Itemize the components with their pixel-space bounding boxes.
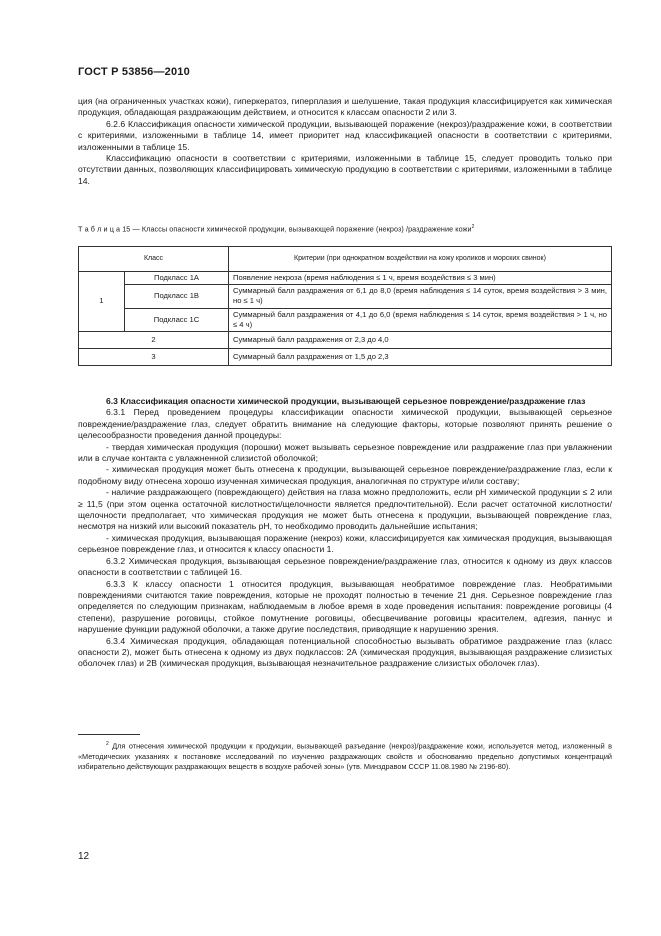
footnote-divider <box>78 734 140 735</box>
criteria-cell: Суммарный балл раздражения от 1,5 до 2,3 <box>229 349 612 366</box>
page-number: 12 <box>78 851 90 862</box>
footnote-ref: 2 <box>471 224 475 230</box>
paragraph: 6.3.1 Перед проведением процедуры классификации опасности химической продукции, вызывающей серьезное повреждение/раздражение глаз, следует обратить внимание на следующие факторы, которые позволяют принять решение о целесообразности проведения данной процедуры: <box>78 407 612 441</box>
section-heading: 6.3 Классификация опасности химической продукции, вызывающей серьезное повреждение/раздражение глаз <box>106 396 586 406</box>
header-criteria: Критерии (при однократном воздействии на кожу кроликов и морских свинок) <box>229 247 612 272</box>
paragraph: - наличие раздражающего (повреждающего) действия на глаза можно предположить, если рН химической продукции ≤ 2 или ≥ 11,5 (при этом оценка остаточной кислотности/щелочности является предпочтительной). Если расчет остаточной кислотности/щелочности предполагает, что химическая продукция не может быть отнесена к продукции, вызывающей повреждение глаз, несмотря на низкий или высокий показатель рН, то необходимо проводить дальнейшие испытания; <box>78 487 612 532</box>
table-row <box>79 285 612 308</box>
footnote-number: 2 <box>106 741 109 747</box>
paragraph: - химическая продукция, вызывающая поражение (некроз) кожи, классифицируется как химическая продукция, вызывающая серьезное повреждение глаз, и относится к классу опасности 1. <box>78 532 612 555</box>
criteria-cell: Суммарный балл раздражения от 6,1 до 8,0 (время наблюдения ≤ 14 суток, время воздействия > 3 мин, но ≤ 1 ч) <box>229 285 612 308</box>
section-6-3 <box>78 396 612 670</box>
table-header-row <box>79 247 612 272</box>
paragraph: - химическая продукция может быть отнесена к продукции, вызывающей серьезное повреждение/раздражение глаз, если к подобному виду отнесена хорошо изученная химическая продукция, аналогичная по структуре и/или составу; <box>78 464 612 486</box>
paragraph: Классификацию опасности в соответствии с критериями, изложенными в таблице 15, следует проводить только при отсутствии данных, позволяющих классифицировать химическую продукцию в соответствии с критериями, изложенными в таблице 14. <box>78 153 612 186</box>
footnote-text: Для отнесения химической продукции к продукции, вызывающей разъедание (некроз)/раздражение кожи, используется метод, изложенный в «Методических указаниях к постановке исследований по изучению раздражающих свойств и обоснованию предельно допустимых концентраций избирательно действующих раздражающих веществ в воздухе рабочей зоны» (утв. Минздравом СССР 11.08.1980 № 2196-80). <box>78 741 612 771</box>
paragraph: - твердая химическая продукция (порошки) может вызывать серьезное повреждение или раздражение глаз при увлажнении или в случае контакта с увлажненной слизистой оболочкой; <box>78 441 612 464</box>
table-row <box>79 272 612 285</box>
paragraph: 6.2.6 Классификация опасности химической продукции, вызывающей поражение (некроз)/раздражение кожи, в соответствии с критериями, изложенными в таблице 14, имеет приоритет над классификацией опасности в соответствии с критериями, изложенными в таблице 15. <box>78 118 612 152</box>
criteria-cell: Суммарный балл раздражения от 4,1 до 6,0 (время наблюдения ≤ 14 суток, время воздействия > 1 ч, но ≤ 4 ч) <box>229 308 612 331</box>
table-row <box>79 308 612 331</box>
paragraph: 6.3.3 К классу опасности 1 относится продукция, вызывающая необратимое повреждение глаз. Необратимыми повреждениями считаются такие повреждения, которые не проходят полностью в течение 21 дня. Серьезное повреждение глаз определяется по следующим признакам, наблюдаемым в любое время в ходе проведения испытания: повреждение роговицы (4 степени), разрушение роговицы, стойкое помутнение роговицы, обесцвечивание роговицы красителем, адгезия, паннус и нарушение функции радужной оболочки, а также другие последствия, приводящие к нарушению зрения. <box>78 578 612 635</box>
table-caption-text: Т а б л и ц а 15 — Классы опасности химической продукции, вызывающей поражение (некроз) /раздражение кожи <box>78 224 472 234</box>
class-cell: 2 <box>79 332 229 349</box>
footnote <box>78 739 612 772</box>
criteria-cell: Появление некроза (время наблюдения ≤ 1 ч, время воздействия ≤ 3 мин) <box>229 272 612 285</box>
class-cell: 3 <box>79 349 229 366</box>
footnote-text-wrap <box>78 739 612 772</box>
paragraph: ция (на ограниченных участках кожи), гиперкератоз, гиперплазия и шелушение, такая продукция классифицируется как химическая продукция, обладающая раздражающим действием, и относится к классам опасности 2 или 3. <box>78 96 612 118</box>
document-header: ГОСТ Р 53856—2010 <box>78 66 190 78</box>
subclass-cell: Подкласс 1А <box>125 272 229 285</box>
table-row <box>79 332 612 349</box>
subclass-cell: Подкласс 1С <box>125 308 229 331</box>
subclass-cell: Подкласс 1В <box>125 285 229 308</box>
criteria-cell: Суммарный балл раздражения от 2,3 до 4,0 <box>229 332 612 349</box>
table-row <box>79 349 612 366</box>
paragraph: 6.3.2 Химическая продукция, вызывающая серьезное повреждение/раздражение глаз, относится к одному из двух классов опасности в соответствии с таблицей 16. <box>78 555 612 578</box>
class-1-cell: 1 <box>79 272 125 332</box>
hazard-class-table <box>78 246 612 366</box>
intro-text <box>78 96 612 187</box>
table-caption <box>78 224 612 233</box>
header-class: Класс <box>79 247 229 272</box>
paragraph: 6.3.4 Химическая продукция, обладающая потенциальной способностью вызывать обратимое раздражение глаз (класс опасности 2), может быть отнесена к одному из двух подклассов: 2А (химическая продукция, вызывающая раздражение слизистых оболочек глаз) и 2В (химическая продукция, вызывающая незначительное раздражение слизистых оболочек глаз). <box>78 635 612 669</box>
